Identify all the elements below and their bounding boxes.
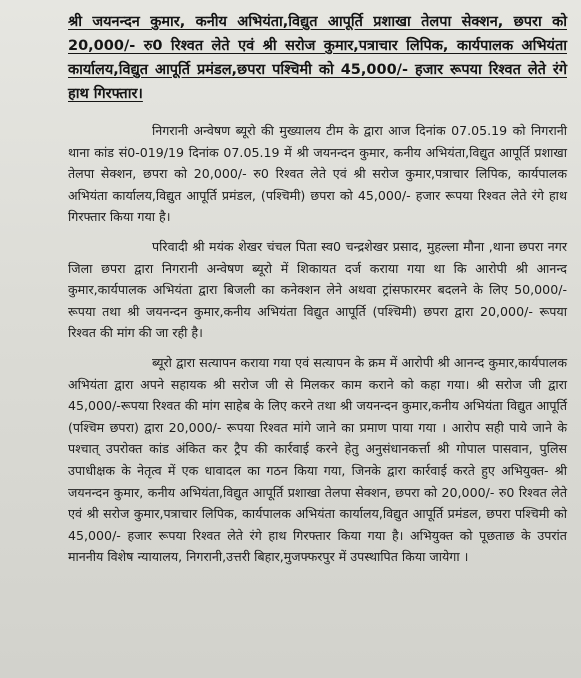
paragraph-verification-and-trap: ब्यूरो द्वारा सत्यापन कराया गया एवं सत्यापन के क्रम में आरोपी श्री आनन्द कुमार,कार्यपालक अभियंता द्वारा अपने सहायक श्री सरोज जी से मिलकर काम कराने को कहा गया। श्री सरोज जी द्वारा 45,000/-रूपया रिश्वत की मांग साहेब के लिए करने तथा श्री जयनन्दन कुमार,कनीय अभियंता विद्युत आपूर्ति (पश्चिम छपरा) द्वारा 20,000/- रूपया रिश्वत मांगे जाने का प्रमाण पाया गया । आरोप सही पाये जाने के पश्चात् उपरोक्त कांड अंकित कर ट्रैप की कार्रवाई करने हेतु अनुसंधानकर्त्ता श्री गोपाल पासवान, पुलिस उपाधीक्षक के नेतृत्व में एक धावादल का गठन किया गया, जिनके द्वारा कार्रवाई करते हुए अभियुक्त- श्री जयनन्दन कुमार, कनीय अभियंता,विद्युत आपूर्ति प्रशाखा तेलपा सेक्शन, छपरा को 20,000/- रु0 रिश्वत लेते एवं श्री सरोज कुमार,पत्राचार लिपिक, कार्यपालक अभियंता कार्यालय,विद्युत आपूर्ति प्रमंडल, छपरा पश्चिमी को 45,000/- हजार रूपया रिश्वत लेते रंगे हाथ गिरफ्तार किया गया है। अभियुक्त को पूछताछ के उपरांत माननीय विशेष न्यायालय, निगरानी,उत्तरी बिहार,मुजफ्फरपुर में उपस्थापित किया जायेगा । <box>68 354 567 565</box>
headline: श्री जयनन्दन कुमार, कनीय अभियंता,विद्युत आपूर्ति प्रशाखा तेलपा सेक्शन, छपरा को 20,000/- रु0 रिश्वत लेते एवं श्री सरोज कुमार,पत्राचार लिपिक, कार्यपालक अभियंता कार्यालय,विद्युत आपूर्ति प्रमंडल,छपरा पश्चिमी को 45,000/- हजार रूपया रिश्वत लेते रंगे हाथ गिरफ्तार। <box>68 14 567 102</box>
paragraph-complaint: परिवादी श्री मयंक शेखर चंचल पिता स्व0 चन्द्रशेखर प्रसाद, मुहल्ला मौना ,थाना छपरा नगर जिला छपरा द्वारा निगरानी अन्वेषण ब्यूरो में शिकायत दर्ज कराया गया था कि आरोपी श्री आनन्द कुमार,कार्यपालक अभियंता द्वारा बिजली का कनेक्शन लेने अथवा ट्रांसफारमर बदलने के लिए 50,000/-रूपया तथा श्री जयनन्दन कुमार,कनीय अभियंता विद्युत आपूर्ति (पश्चिमी) छपरा द्वारा 20,000/- रूपया रिश्वत की मांग की जा रही है। <box>68 238 567 341</box>
paragraph-arrest-summary: निगरानी अन्वेषण ब्यूरो की मुख्यालय टीम के द्वारा आज दिनांक 07.05.19 को निगरानी थाना कांड सं0-019/19 दिनांक 07.05.19 में श्री जयनन्दन कुमार, कनीय अभियंता,विद्युत आपूर्ति प्रशाखा तेलपा सेक्शन, छपरा को 20,000/- रु0 रिश्वत लेते एवं श्री सरोज कुमार,पत्राचार लिपिक, कार्यपालक अभियंता कार्यालय,विद्युत आपूर्ति प्रमंडल, (पश्चिमी) छपरा को 45,000/- हजार रूपया रिश्वत लेते रंगे हाथ गिरफ्तार किया गया है। <box>68 123 567 225</box>
